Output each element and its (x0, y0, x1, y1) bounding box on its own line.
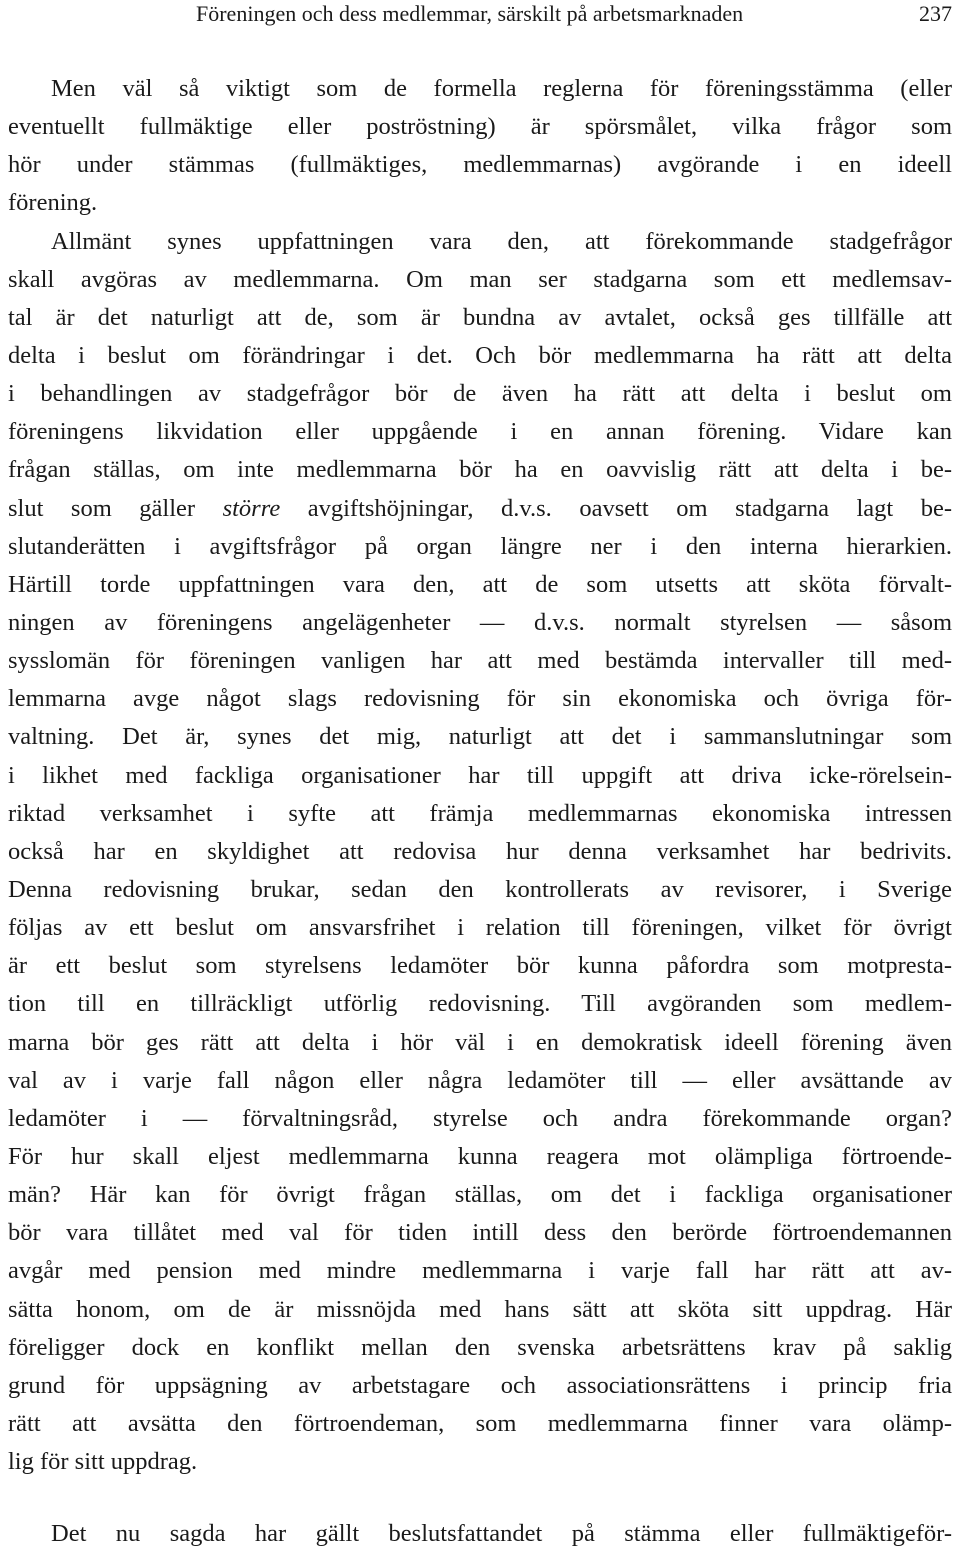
paragraph-2-line: För hur skall eljest medlemmarna kunna reagera mot olämpliga förtroende- (8, 1142, 952, 1170)
paragraph-1-line: eventuellt fullmäktige eller poströstning) är spörsmålet, vilka frågor som (8, 113, 952, 141)
paragraph-2-line: i behandlingen av stadgefrågor bör de även ha rätt att delta i beslut om (8, 380, 952, 408)
paragraph-1-line: hör under stämmas (fullmäktiges, medlemmarnas) avgörande i en ideell (8, 151, 952, 179)
paragraph-2-line: är ett beslut som styrelsens ledamöter bör kunna påfordra som motpresta- (8, 952, 952, 980)
emphasized-word: större (222, 494, 281, 522)
paragraph-2-line: Allmänt synes uppfattningen vara den, att förekommande stadgefrågor (51, 227, 952, 255)
paragraph-2-line: riktad verksamhet i syfte att främja medlemmarnas ekonomiska intressen (8, 799, 952, 827)
body-text (8, 70, 952, 1481)
paragraph-1-line: Men väl så viktigt som de formella reglerna för föreningsstämma (eller (51, 75, 952, 102)
paragraph-2-line: val av i varje fall någon eller några ledamöter till — eller avsättande av (8, 1066, 952, 1094)
running-header-title: Föreningen och dess medlemmar, särskilt på arbetsmarknaden (196, 1, 744, 26)
paragraph-2-line: tal är det naturligt att de, som är bundna av avtalet, också ges tillfälle att (8, 303, 952, 331)
paragraph-2-line: slutanderätten i avgiftsfrågor på organ längre ner i den interna hierarkien. (8, 532, 952, 560)
paragraph-2-line: ningen av föreningens angelägenheter — d.v.s. normalt styrelsen — såsom (8, 608, 952, 636)
paragraph-2-line: Härtill torde uppfattningen vara den, att de som utsetts att sköta förvalt- (8, 570, 952, 598)
paragraph-2-line: föreligger dock en konflikt mellan den svenska arbetsrättens krav på saklig (8, 1333, 952, 1361)
paragraph-2-line: grund för uppsägning av arbetstagare och associationsrättens i princip fria (8, 1371, 952, 1399)
paragraph-2-line: män? Här kan för övrigt frågan ställas, om det i fackliga organisationer (8, 1181, 952, 1209)
paragraph-2-line: delta i beslut om förändringar i det. Och bör medlemmarna ha rätt att delta (8, 341, 952, 369)
running-header (0, 0, 952, 28)
paragraph-2-line: valtning. Det är, synes det mig, naturligt att det i sammanslutningar som (8, 723, 952, 751)
page-number: 237 (919, 1, 952, 26)
paragraph-2-line: ledamöter i — förvaltningsråd, styrelse och andra förekommande organ? (8, 1104, 952, 1132)
paragraph-2-line: sysslomän för föreningen vanligen har att med bestämda intervaller till med- (8, 647, 952, 675)
line-text-before-emphasis: slut som gäller (8, 494, 223, 522)
paragraph-2-line-with-emphasis (8, 490, 952, 528)
paragraph-2-line: Denna redovisning brukar, sedan den kontrollerats av revisorer, i Sverige (8, 875, 952, 903)
paragraph-2-line: sätta honom, om de är missnöjda med hans sätt att sköta sitt uppdrag. Här (8, 1295, 952, 1323)
paragraph-3-line: Det nu sagda har gällt beslutsfattandet på stämma eller fullmäktigeför- (51, 1520, 952, 1547)
paragraph-2-line: följas av ett beslut om ansvarsfrihet i relation till föreningen, vilket för övrigt (8, 914, 952, 942)
paragraph-2-line: rätt att avsätta den förtroendeman, som medlemmarna finner vara olämp- (8, 1409, 952, 1437)
paragraph-2-line: tion till en tillräckligt utförlig redovisning. Till avgöranden som medlem- (8, 990, 952, 1018)
paragraph-2-line: lemmarna avge något slags redovisning för sin ekonomiska och övriga för- (8, 685, 952, 713)
paragraph-1-line: förening. (8, 189, 98, 217)
paragraph-2-line: skall avgöras av medlemmarna. Om man ser stadgarna som ett medlemsav- (8, 265, 952, 293)
paragraph-2-line: föreningens likvidation eller uppgående i en annan förening. Vidare kan (8, 418, 952, 446)
line-text-after-emphasis: avgiftshöjningar, d.v.s. oavsett om stadgarna lagt be- (280, 494, 952, 522)
paragraph-2-line: marna bör ges rätt att delta i hör väl i en demokratisk ideell förening även (8, 1028, 952, 1056)
paragraph-2-line: bör vara tillåtet med val för tiden intill dess den berörde förtroendemannen (8, 1219, 952, 1247)
paragraph-2-line: lig för sitt uppdrag. (8, 1448, 198, 1476)
paragraph-2-line: i likhet med fackliga organisationer har till uppgift att driva icke-rörelsein- (8, 761, 952, 789)
paragraph-2-line: avgår med pension med mindre medlemmarna i varje fall har rätt att av- (8, 1257, 952, 1285)
paragraph-2-line: frågan ställas, om inte medlemmarna bör ha en oavvislig rätt att delta i be- (8, 456, 952, 484)
paragraph-2-line: också har en skyldighet att redovisa hur denna verksamhet har bedrivits. (8, 837, 952, 865)
